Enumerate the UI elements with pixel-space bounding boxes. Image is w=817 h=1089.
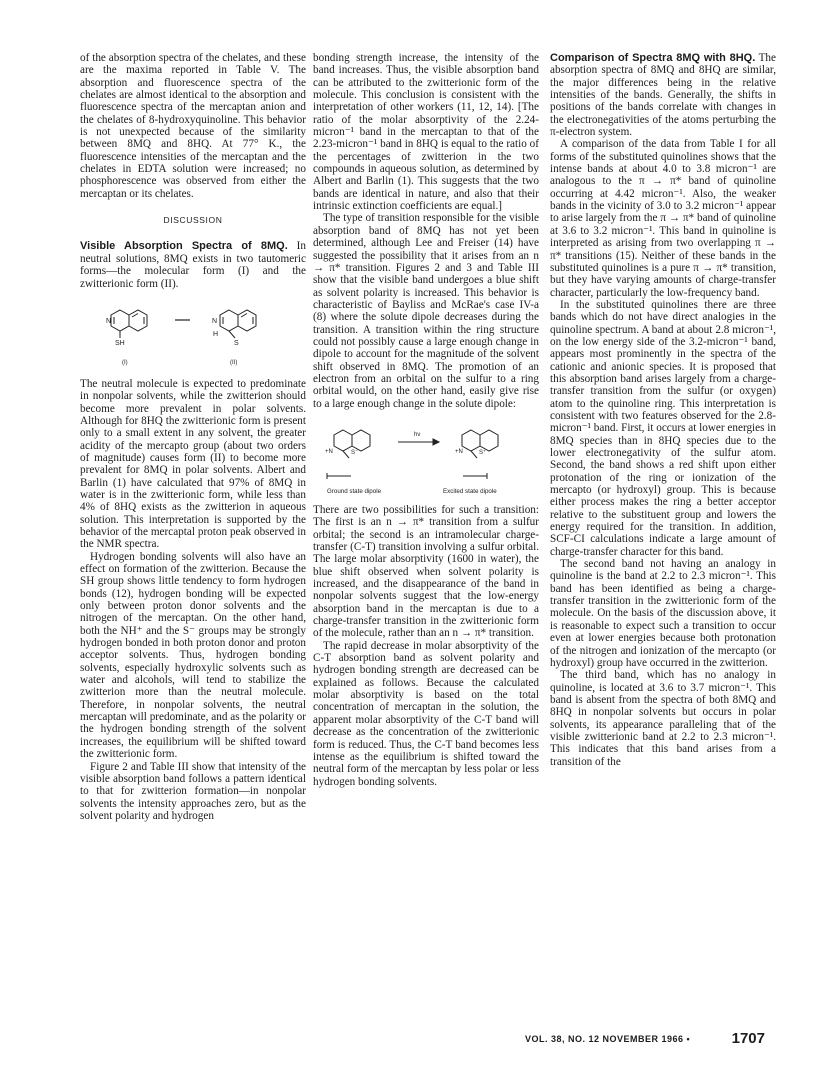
column-1 — [80, 52, 306, 822]
tautomer-structures — [80, 298, 306, 368]
paragraph-continued: bonding strength increase, the intensity of the band increases. Thus, the visible absorption band can be attributed to the zwitterionic form of the molecule. This conclusion is consistent with the interpretation of other workers (11, 12, 14). [The ratio of the molar absorptivity of the 2.24-micron⁻¹ band in the mercaptan to that of the 2.23-micron⁻¹ band in 8HQ is equal to the ratio of the percentages of zwitterion in the two compounds in aqueous solution, as determined by Albert and Barlin (1). This suggests that the two bands are identical in nature, and also that their intrinsic extinction coefficients are equal.] — [313, 52, 539, 213]
paragraph-text: In neutral solutions, 8MQ exists in two tautomeric forms—the molecular form (I) and the zwitterionic form (II). — [80, 240, 306, 290]
paragraph-visible-absorption — [80, 240, 306, 289]
label-h: H — [213, 330, 219, 338]
paragraph-hydrogen: Hydrogen bonding solvents will also have an effect on formation of the zwitterion. Because the SH group shows little tendency to form hydrogen bonds (12), hydrogen bonding will be expected only between proton donor solvents and the nitrogen of the mercaptan. On the other hand, both the NH⁺ and the S⁻ groups may be strongly hydrogen bonded in both proton donor and proton acceptor solvents. Thus, hydrogen bonding solvents, especially hydroxylic solvents such as water and alcohols, will tend to stabilize the zwitterion more than the neutral molecule. Therefore, in nonpolar solvents, the neutral mercaptan will predominate, and as the polarity or the hydrogen bonding strength of the solvent increases, the equilibrium will be shifted toward the zwitterionic form. — [80, 550, 306, 761]
svg-text:N: N — [106, 317, 112, 325]
excited-state-label: Excited state dipole — [443, 487, 497, 495]
svg-text:S⁻: S⁻ — [351, 449, 359, 456]
section-heading: DISCUSSION — [163, 215, 223, 226]
ground-state-label: Ground state dipole — [327, 487, 382, 495]
paragraph-third-band: The third band, which has no analogy in quinoline, is located at 3.6 to 3.7 micron⁻¹. This band is absent from the spectra of both 8MQ and 8HQ in nonpolar solvents but occurs in polar solvents, its appearance paralleling that of the visible zwitterionic band at 2.2 to 2.3 micron⁻¹. This indicates that this band arises from a transition of the — [550, 669, 776, 768]
paragraph-three-bands: In the substituted quinolines there are three bands which do not have direct analogies in the quinoline spectrum. A band at about 2.8 micron⁻¹, on the low energy side of the 3.2-micron⁻¹ band, appears most prominently in the spectra of the cationic and anionic species. It is proposed that this absorption band arises largely from a charge-transfer transition from the sulfur (or oxygen) atom to the quinoline ring. This interpretation is consistent with two features observed for the 2.8-micron⁻¹ band. First, it occurs at lower energies in 8MQ species than in 8HQ species due to the lower electronegativity of the sulfur atom. Second, the band shows a red shift upon either protonation of the ring or ionization of the mercapto (or hydroxyl) group. This is because either process makes the ring a better acceptor relative to the substituent group and lowers the energy required for the transition. In addition, SCF-CI calculations indicate a large amount of charge-transfer character for this band. — [550, 298, 776, 558]
paragraph-second-band: The second band not having an analogy in quinoline is the band at 2.2 to 2.3 micron⁻¹. This band has been identified as being a charge-transfer transition in the zwitterionic form of the molecule. On the basis of the discussion above, it is reasonable to expect such a transition to occur even at lower energies because both protonation of the nitrogen and ionization of the mercapto (or hydroxyl) group have occurred in the zwitterion. — [550, 558, 776, 669]
dipole-diagram — [313, 418, 539, 496]
excitation-arrow — [398, 439, 439, 445]
column-2 — [313, 52, 539, 788]
paragraph-continued: of the absorption spectra of the chelates, and these are the maxima reported in Table V. The absorption and fluorescence spectra of the chelates are almost identical to the absorption and fluorescence spectra of the mercaptan anion and the chelates of 8-hydroxyquinoline. This behavior is not unexpected because of the similarity between 8MQ and 8HQ. At 77° K., the fluorescence intensities of the mercaptan and the chelates in EDTA solution were increased; no phosphorescence was observed from either the mercaptan or its chelates. — [80, 52, 306, 200]
svg-text:+N: +N — [455, 448, 463, 455]
paragraph-table1: A comparison of the data from Table I for all forms of the substituted quinolines shows that the intense bands at about 4.0 to 3.8 micron⁻¹ are analogous to the π → π* band of quinoline occurring at 4.42 micron⁻¹. Also, the weaker bands in the vicinity of 3.0 to 3.2 micron⁻¹ appear to arise largely from the π → π* band of quinoline at 3.6 to 3.2 micron⁻¹. This band in quinoline is interpreted as arising from two overlapping π → π* transitions (15). Neither of these bands in the substituted quinolines is a pure π → π* transition, but they have varying amounts of charge-transfer character, particularly the low-frequency band. — [550, 138, 776, 299]
label-ii: (II) — [230, 359, 238, 366]
page-footer — [525, 1030, 765, 1048]
ground-state-structure — [327, 430, 370, 479]
journal-citation: VOL. 38, NO. 12 NOVEMBER 1966 • — [525, 1034, 691, 1044]
label-sh: SH — [115, 339, 125, 347]
paragraph-rapid-decrease: The rapid decrease in molar absorptivity of the C-T absorption band as solvent polarity and hydrogen bonding strength are decreased can be explained as follows. Because the calculated molar absorptivity is based on the total concentration of mercaptan in the solution, the apparent molar absorptivity of the C-T band will decrease as the concentration of the zwitterionic form is reduced. Thus, the C-T band becomes less intense as the equilibrium is shifted toward the neutral form of the mercaptan by less polar or less hydrogen bonding solvents. — [313, 639, 539, 788]
svg-text:N: N — [212, 317, 218, 325]
runin-heading: Visible Absorption Spectra of 8MQ. — [80, 240, 288, 253]
label-s: S — [234, 339, 239, 347]
svg-text:+N: +N — [325, 448, 333, 455]
page-number: 1707 — [731, 1030, 765, 1047]
structure-i — [111, 310, 147, 338]
paragraph-text: The absorption spectra of 8MQ and 8HQ are similar, the major differences being in the relative intensities of the bands. Generally, the shifts in positions of the bands correlate with changes in the electronegativities of the atoms perturbing the π-electron system. — [550, 52, 776, 139]
structure-ii — [220, 310, 256, 338]
column-3 — [550, 52, 776, 768]
paragraph-figure2: Figure 2 and Table III show that intensity of the visible absorption band follows a pattern identical to that for zwitterion formation—in nonpolar solvents the intensity approaches zero, but as the solvent polarity and hydrogen — [80, 760, 306, 822]
hv-label: hν — [414, 431, 421, 438]
label-i: (I) — [122, 359, 128, 366]
paragraph-neutral: The neutral molecule is expected to predominate in nonpolar solvents, while the zwitterion should become more prevalent in polar solvents. Although for 8HQ the zwitterionic form is present only to a small extent in any solvent, the greater acidity of the mercapto group (about two orders of magnitude) causes form (II) to become more prevalent for 8MQ in polar solvents. Albert and Barlin (1) have calculated that 97% of 8MQ in water is in the zwitterionic form, while less than 4% of 8HQ exists as the zwitterion in aqueous solution. This interpretation is supported by the behavior of the mercaptal proton peak observed in the NMR spectra. — [80, 377, 306, 551]
runin-heading: Comparison of Spectra 8MQ with 8HQ. — [550, 52, 756, 64]
paragraph-two-possibilities: There are two possibilities for such a transition: The first is an n → π* transition from a sulfur orbital; the second is an intramolecular charge-transfer (C-T) transition involving a sulfur orbital. The large molar absorptivity (1600 in water), the blue shift observed when solvent polarity is increased, and the disappearance of the band in nonpolar solvents suggest that the low-energy absorption band in the mercaptan is due to a charge-transfer transition in the zwitterionic form of the molecule, rather than an n → π* transition. — [313, 503, 539, 640]
svg-text:S⁺: S⁺ — [479, 449, 487, 456]
paragraph-comparison — [550, 52, 776, 138]
paragraph-transition: The type of transition responsible for the visible absorption band of 8MQ has not yet been determined, although Lee and Freiser (14) have suggested the possibility that it arises from an n → π* transition. Figures 2 and 3 and Table III show that the visible band undergoes a blue shift as solvent polarity is increased. This behavior is characteristic of Bayliss and McRae's case IV-a (8) where the solute dipole decreases during the transition. A transition within the ring structure could not possibly cause a large enough change in dipole to account for the magnitude of the solvent shift observed in 8MQ. The promotion of an electron from an orbital on the sulfur to a ring orbital would, on the other hand, easily give rise to a large enough change in the solute dipole: — [313, 212, 539, 410]
